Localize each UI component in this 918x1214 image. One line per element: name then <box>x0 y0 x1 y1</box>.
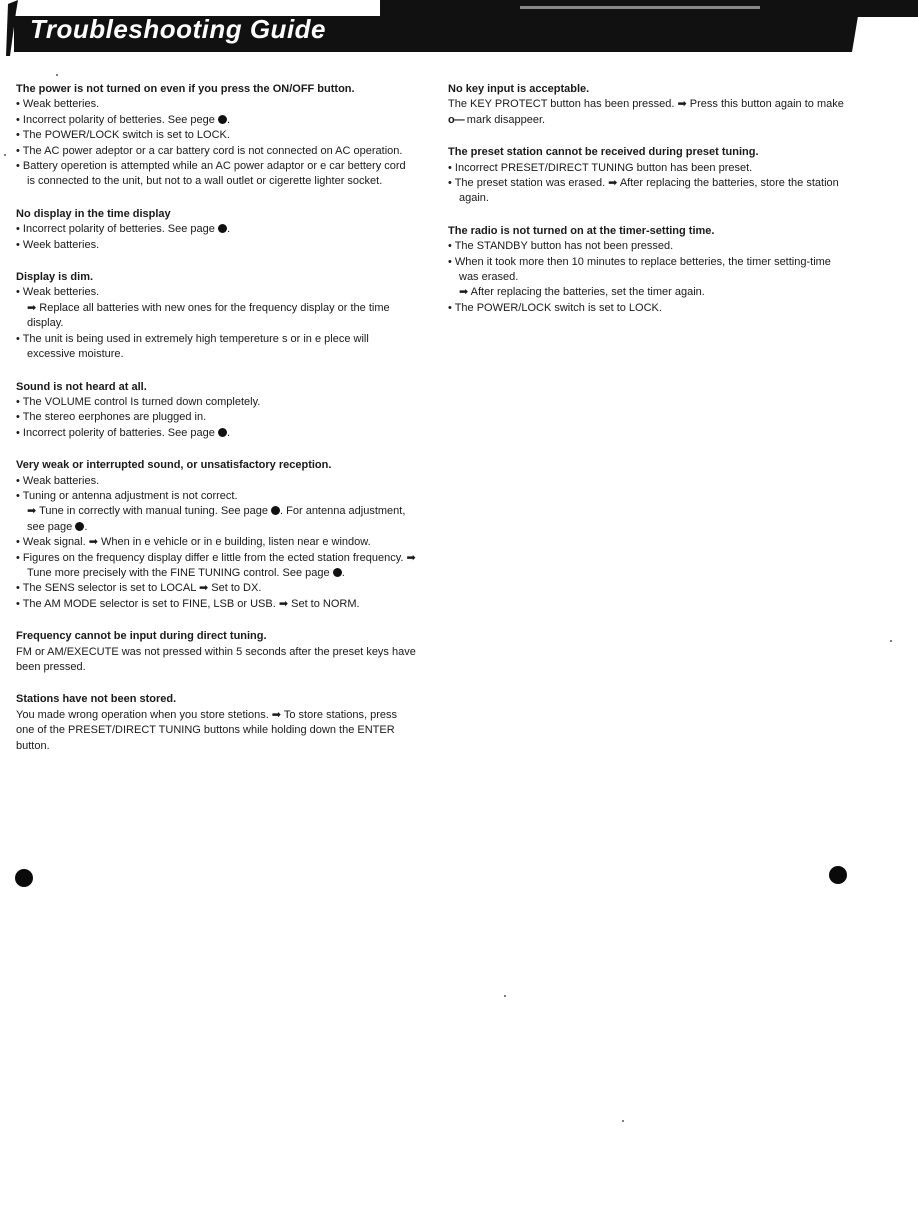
bullet-item <box>16 285 416 300</box>
line-text: • The STANDBY button has not been pressed. <box>448 240 674 253</box>
scan-speck <box>504 995 506 997</box>
section-heading: The preset station cannot be received during preset tuning. <box>448 146 759 159</box>
line-text: • The AC power adeptor or a car battery cord is not connected on AC operation. <box>16 144 403 157</box>
bullet-item <box>16 426 416 441</box>
line-text: • Incorrect polarity of betteries. See page <box>16 223 215 236</box>
bullet-item <box>16 159 416 190</box>
line-text-after: . <box>226 223 231 236</box>
trouble-section <box>16 629 416 675</box>
line-text: • The AM MODE selector is set to FINE, LSB or USB. ➡ Set to NORM. <box>16 597 360 610</box>
line-text: • Battery operetion is attempted while an AC power adaptor or e car bettery cord is connected to the unit, but not to a wall outlet or cigerette lighter socket. <box>16 160 406 188</box>
line-text-after: . <box>226 426 231 439</box>
line-text: • Weak betteries. <box>16 98 100 111</box>
section-heading: Display is dim. <box>16 271 94 284</box>
section-heading: The power is not turned on even if you press the ON/OFF button. <box>16 83 355 95</box>
trouble-section <box>16 380 416 442</box>
bullet-item <box>448 255 848 286</box>
trouble-section <box>16 207 416 253</box>
body-text <box>16 708 416 754</box>
line-text: • The POWER/LOCK switch is set to LOCK. <box>448 301 662 314</box>
page-number-marker-right <box>829 866 847 884</box>
bullet-item <box>16 222 416 237</box>
line-text: • Incorrect PRESET/DIRECT TUNING button has been preset. <box>448 161 753 174</box>
bullet-item <box>16 474 416 489</box>
left-column <box>16 82 416 771</box>
page-title: Troubleshooting Guide <box>30 14 327 44</box>
scan-speck <box>56 74 58 76</box>
line-text: • The stereo eerphones are plugged in. <box>16 411 207 424</box>
line-text: • The VOLUME control Is turned down completely. <box>16 395 261 408</box>
trouble-section <box>448 82 848 128</box>
line-text: • Figures on the frequency display differ e little from the ected station frequency. ➡ Tune more precisely with the FINE TUNING control. See page <box>16 551 416 579</box>
bullet-item <box>16 410 416 425</box>
section-heading: Frequency cannot be input during direct tuning. <box>16 630 267 643</box>
line-text: • Weak betteries. <box>16 286 100 299</box>
section-heading: No key input is acceptable. <box>448 83 590 95</box>
scan-speck <box>890 640 892 642</box>
line-text: • The SENS selector is set to LOCAL ➡ Set to DX. <box>16 582 262 595</box>
line-text: • Weak batteries. <box>16 474 100 487</box>
page-ref-dot-icon <box>271 506 280 515</box>
bullet-item <box>16 395 416 410</box>
section-heading: Sound is not heard at all. <box>16 380 147 393</box>
bullet-item <box>448 176 848 207</box>
remedy-line <box>16 301 416 332</box>
bullet-item <box>16 128 416 143</box>
line-text: • Weak signal. ➡ When in e vehicle or in e building, listen near e window. <box>16 536 371 549</box>
line-text: You made wrong operation when you store stetions. ➡ To store stations, press one of the PRESET/DIRECT TUNING buttons while holding down the ENTER button. <box>16 708 397 752</box>
bullet-item <box>448 301 848 316</box>
key-protect-icon: o— <box>448 113 464 126</box>
line-text: ➡ Tune in correctly with manual tuning. See page <box>27 505 268 518</box>
body-text <box>448 97 848 128</box>
remedy-line <box>16 504 416 535</box>
line-text-after: mark disappeer. <box>466 113 546 126</box>
page-ref-dot-icon <box>75 522 84 531</box>
line-text-after: . <box>226 113 231 126</box>
page-ref-dot-icon <box>333 568 342 577</box>
page-ref-dot-icon <box>218 224 227 233</box>
body-text <box>16 645 416 676</box>
trouble-section <box>448 145 848 207</box>
bullet-item <box>16 581 416 596</box>
title-banner <box>0 0 918 56</box>
trouble-section <box>16 270 416 362</box>
trouble-section <box>448 224 848 316</box>
bullet-item <box>16 97 416 112</box>
line-text: • The POWER/LOCK switch is set to LOCK. <box>16 129 230 142</box>
bullet-item <box>16 113 416 128</box>
line-text: • Tuning or antenna adjustment is not correct. <box>16 489 238 502</box>
line-text: ➡ After replacing the batteries, set the timer again. <box>459 286 705 299</box>
bullet-item <box>16 551 416 582</box>
section-heading: Very weak or interrupted sound, or unsatisfactory reception. <box>16 459 332 472</box>
trouble-section <box>16 458 416 612</box>
line-text: • Week batteries. <box>16 238 100 251</box>
right-column <box>448 82 848 333</box>
bullet-item <box>448 239 848 254</box>
line-text: • The preset station was erased. ➡ After replacing the batteries, store the station again. <box>448 177 839 205</box>
section-heading: No display in the time display <box>16 207 171 220</box>
trouble-section <box>16 82 416 190</box>
bullet-item <box>16 535 416 550</box>
line-text: ➡ Replace all batteries with new ones for the frequency display or the time display. <box>27 301 390 330</box>
section-heading: Stations have not been stored. <box>16 693 177 706</box>
bullet-item <box>448 161 848 176</box>
bullet-item <box>16 597 416 612</box>
bullet-item <box>16 332 416 363</box>
line-text: • Incorrect polarity of betteries. See pege <box>16 113 215 126</box>
bullet-item <box>16 238 416 253</box>
line-text: • When it took more then 10 minutes to replace betteries, the timer setting-time was erased. <box>448 255 831 284</box>
line-text: • The unit is being used in extremely high tempereture s or in e plece will excessive moisture. <box>16 332 369 361</box>
bullet-item <box>16 144 416 159</box>
line-text: • Incorrect polerity of batteries. See page <box>16 426 215 439</box>
line-text-after: . <box>84 520 88 533</box>
page-number-marker-left <box>15 869 33 887</box>
line-text: FM or AM/EXECUTE was not pressed within 5 seconds after the preset keys have been pressed. <box>16 645 416 673</box>
bullet-item <box>16 489 416 504</box>
scan-speck <box>4 154 6 156</box>
line-text-after: . <box>341 566 345 579</box>
page-ref-dot-icon <box>218 428 227 437</box>
line-text: The KEY PROTECT button has been pressed. ➡ Press this button again to make <box>448 98 844 111</box>
page-ref-dot-icon <box>218 115 227 124</box>
trouble-section <box>16 692 416 754</box>
scan-speck <box>622 1120 624 1122</box>
remedy-line <box>448 285 848 300</box>
line-text-after: . For antenna adjustment, see page <box>27 505 406 533</box>
section-heading: The radio is not turned on at the timer-setting time. <box>448 224 715 237</box>
